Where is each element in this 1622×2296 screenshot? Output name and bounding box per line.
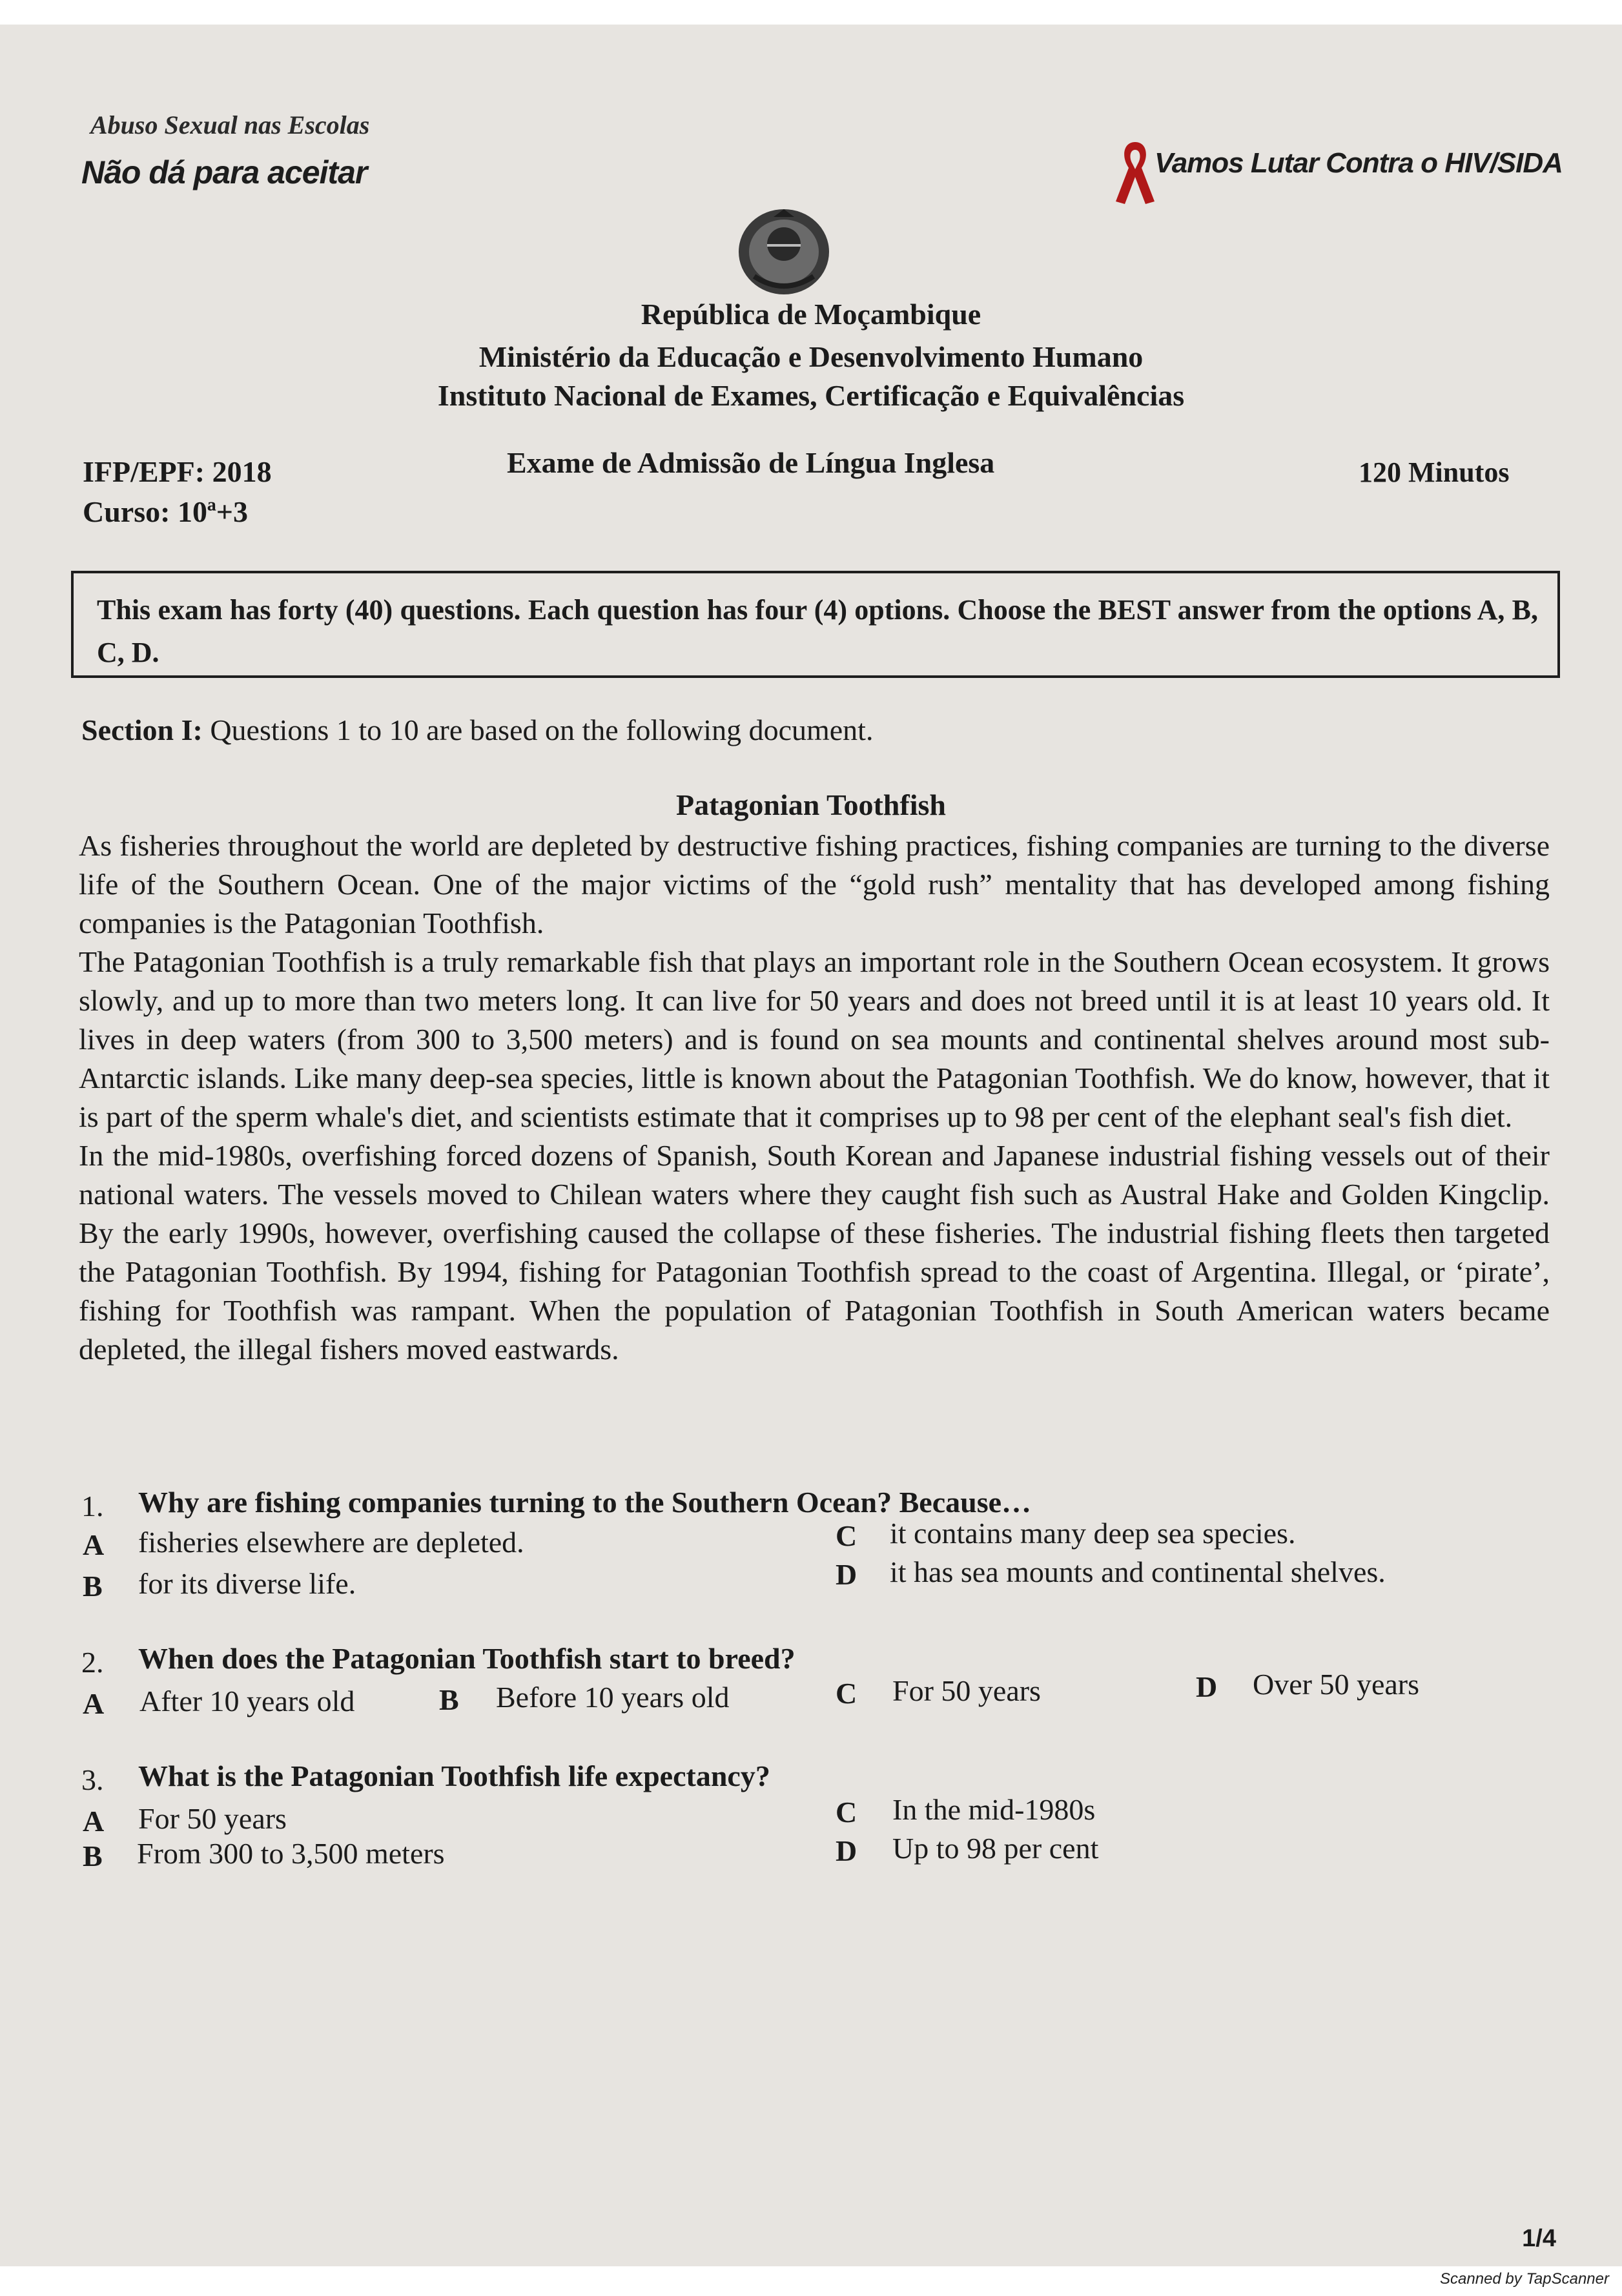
hiv-campaign-slogan: Vamos Lutar Contra o HIV/SIDA: [1155, 147, 1563, 179]
option-letter: C: [836, 1677, 857, 1710]
national-emblem-icon: [735, 205, 833, 297]
question-number: 3.: [81, 1763, 104, 1796]
passage-paragraph: As fisheries throughout the world are depleted by destructive fishing practices, fishing companies are turning to the diverse life of the Southern Ocean. One of the major victims of the “gold rush” mentality that has developed among fishing companies is the Patagonian Toothfish.: [79, 829, 1550, 939]
option-letter: B: [83, 1840, 103, 1872]
option-text[interactable]: it has sea mounts and continental shelves.: [890, 1555, 1386, 1588]
document-title: Patagonian Toothfish: [676, 788, 946, 821]
option-text[interactable]: fisheries elsewhere are depleted.: [138, 1526, 524, 1559]
question-text: What is the Patagonian Toothfish life expectancy?: [138, 1759, 770, 1792]
option-text[interactable]: it contains many deep sea species.: [890, 1517, 1296, 1550]
passage-paragraph: The Patagonian Toothfish is a truly remarkable fish that plays an important role in the Southern Ocean ecosystem. It grows slowly, and up to more than two meters long. It can live for 50 years and does not breed until it is at least 10 years old. It lives in deep waters (from 300 to 3,500 meters) and is found on sea mounts and continental shelves around most sub-Antarctic islands. Like many deep-sea species, little is known about the Patagonian Toothfish. We do know, however, that it is part of the sperm whale's diet, and scientists estimate that it comprises up to 98 per cent of the elephant seal's fish diet.: [79, 945, 1550, 1133]
option-text[interactable]: After 10 years old: [139, 1685, 355, 1717]
exam-title: Exame de Admissão de Língua Inglesa: [507, 446, 995, 479]
question-text: Why are fishing companies turning to the Southern Ocean? Because…: [138, 1486, 1032, 1519]
campaign-slogan-line2: Não dá para aceitar: [81, 154, 367, 190]
option-text[interactable]: for its diverse life.: [138, 1567, 356, 1600]
question-number: 2.: [81, 1646, 104, 1679]
option-letter: D: [1196, 1670, 1218, 1703]
option-text[interactable]: In the mid-1980s: [892, 1793, 1096, 1826]
option-letter: B: [439, 1683, 459, 1716]
option-text[interactable]: Before 10 years old: [496, 1681, 730, 1714]
option-text[interactable]: For 50 years: [892, 1674, 1041, 1707]
course: Curso: 10ª+3: [83, 495, 248, 528]
section-label: Section I:: [81, 713, 203, 746]
option-text[interactable]: Over 50 years: [1253, 1668, 1420, 1701]
red-ribbon-icon: [1109, 137, 1161, 208]
header-ministry: Ministério da Educação e Desenvolvimento Humano: [478, 340, 1144, 373]
reading-passage: [79, 826, 1550, 1369]
option-letter: A: [83, 1805, 105, 1838]
option-letter: A: [83, 1687, 105, 1720]
option-text[interactable]: From 300 to 3,500 meters: [137, 1837, 445, 1870]
exam-meta-left: [83, 452, 272, 532]
page-number: 1/4: [1522, 2225, 1556, 2252]
exam-duration: 120 Minutos: [1359, 456, 1510, 488]
section-text: Questions 1 to 10 are based on the following document.: [202, 713, 874, 746]
question-text: When does the Patagonian Toothfish start to breed?: [138, 1642, 796, 1675]
header-republic: República de Moçambique: [641, 298, 981, 331]
option-letter: C: [836, 1519, 857, 1552]
option-text[interactable]: Up to 98 per cent: [892, 1832, 1099, 1865]
option-letter: B: [83, 1570, 103, 1603]
option-letter: D: [836, 1834, 857, 1867]
exam-code: IFP/EPF: 2018: [83, 455, 272, 488]
option-letter: A: [83, 1528, 105, 1561]
header-institute: Instituto Nacional de Exames, Certificação e Equivalências: [437, 379, 1185, 412]
question-number: 1.: [81, 1490, 104, 1522]
section-heading: [81, 713, 873, 747]
campaign-slogan-line1: Abuso Sexual nas Escolas: [90, 110, 370, 139]
passage-paragraph: In the mid-1980s, overfishing forced dozens of Spanish, South Korean and Japanese industrial fishing vessels out of their national waters. The vessels moved to Chilean waters where they caught fish such as Austral Hake and Golden Kingclip. By the early 1990s, however, overfishing caused the collapse of these fisheries. The industrial fishing fleets then targeted the Patagonian Toothfish. By 1994, fishing for Patagonian Toothfish spread to the coast of Argentina. Illegal, or ‘pirate’, fishing for Toothfish was rampant. When the population of Patagonian Toothfish in South American waters became depleted, the illegal fishers moved eastwards.: [79, 1139, 1550, 1366]
option-text[interactable]: For 50 years: [138, 1802, 287, 1835]
scanner-watermark: Scanned by TapScanner: [1440, 2270, 1609, 2288]
option-letter: D: [836, 1558, 857, 1591]
option-letter: C: [836, 1796, 857, 1829]
instructions-box: This exam has forty (40) questions. Each question has four (4) options. Choose the BEST answer from the options A, B, C, D.: [71, 571, 1560, 678]
